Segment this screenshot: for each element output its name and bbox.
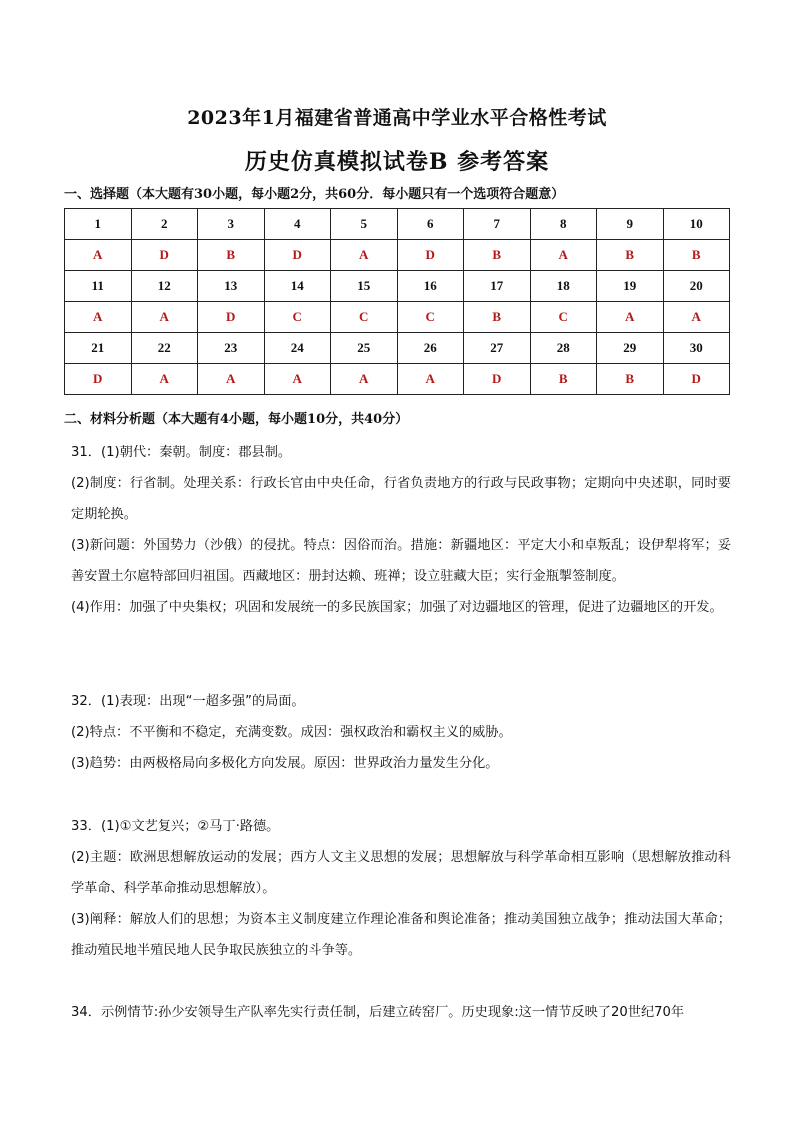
question-number-cell: 7 (464, 209, 531, 240)
question-number-cell: 14 (264, 271, 331, 302)
q32-part-1: 32．(1)表现：出现“一超多强”的局面。 (71, 694, 305, 709)
question-number-cell: 4 (264, 209, 331, 240)
answer-cell: C (530, 302, 597, 333)
question-number-cell: 20 (663, 271, 730, 302)
question-number-cell: 11 (65, 271, 132, 302)
answer-cell: C (397, 302, 464, 333)
question-number-cell: 25 (331, 333, 398, 364)
answer-cell: A (65, 302, 132, 333)
answer-row (65, 302, 730, 333)
question-number-cell: 23 (198, 333, 265, 364)
question-number-cell: 30 (663, 333, 730, 364)
question-32-answer (71, 686, 731, 779)
question-number-row (65, 333, 730, 364)
question-number-cell: 9 (597, 209, 664, 240)
answer-cell: D (65, 364, 132, 395)
answer-cell: D (397, 240, 464, 271)
question-number-cell: 3 (198, 209, 265, 240)
answer-row (65, 364, 730, 395)
answer-table (64, 208, 730, 395)
answer-cell: D (264, 240, 331, 271)
question-number-cell: 22 (131, 333, 198, 364)
answer-cell: A (530, 240, 597, 271)
answer-cell: A (131, 364, 198, 395)
answer-cell: B (464, 302, 531, 333)
question-number-cell: 8 (530, 209, 597, 240)
answer-row (65, 240, 730, 271)
q31-part-4: (4)作用：加强了中央集权；巩固和发展统一的多民族国家；加强了对边疆地区的管理，促进了边疆地区的开发。 (71, 600, 723, 615)
question-number-row (65, 271, 730, 302)
question-number-cell: 10 (663, 209, 730, 240)
answer-cell: B (464, 240, 531, 271)
question-number-cell: 17 (464, 271, 531, 302)
question-34-answer (71, 997, 731, 1028)
answer-cell: A (663, 302, 730, 333)
answer-cell: D (663, 364, 730, 395)
q33-part-2: (2)主题：欧洲思想解放运动的发展；西方人文主义思想的发展；思想解放与科学革命相互影响（思想解放推动科学革命、科学革命推动思想解放）。 (71, 850, 731, 896)
q33-part-1: 33．(1)①文艺复兴；②马丁·路德。 (71, 819, 280, 834)
question-number-cell: 12 (131, 271, 198, 302)
question-number-cell: 21 (65, 333, 132, 364)
question-number-cell: 2 (131, 209, 198, 240)
q31-part-3: (3)新问题：外国势力（沙俄）的侵扰。特点：因俗而治。措施：新疆地区：平定大小和卓叛乱；设伊犁将军；妥善安置土尔扈特部回归祖国。西藏地区：册封达赖、班禅；设立驻藏大臣；实行金瓶掣签制度。 (71, 538, 731, 584)
question-number-cell: 24 (264, 333, 331, 364)
answer-cell: D (131, 240, 198, 271)
answer-cell: A (331, 364, 398, 395)
q34-part-1: 34．示例情节:孙少安领导生产队率先实行责任制，后建立砖窑厂。历史现象:这一情节反映了20世纪70年 (71, 1005, 685, 1020)
question-number-cell: 18 (530, 271, 597, 302)
question-number-cell: 27 (464, 333, 531, 364)
q31-part-1: 31．(1)朝代：秦朝。制度：郡县制。 (71, 445, 292, 460)
answer-key-title: 历史仿真模拟试卷B 参考答案 (244, 149, 550, 175)
question-33-answer (71, 811, 731, 966)
section-2-heading: 二、材料分析题（本大题有4小题，每小题10分，共40分） (64, 412, 409, 427)
question-number-cell: 16 (397, 271, 464, 302)
q33-part-3: (3)阐释：解放人们的思想；为资本主义制度建立作理论准备和舆论准备；推动美国独立战争；推动法国大革命；推动殖民地半殖民地人民争取民族独立的斗争等。 (71, 912, 731, 958)
answer-cell: A (397, 364, 464, 395)
question-number-cell: 6 (397, 209, 464, 240)
answer-cell: C (264, 302, 331, 333)
section-1-heading: 一、选择题（本大题有30小题，每小题2分，共60分．每小题只有一个选项符合题意） (64, 187, 565, 202)
answer-cell: A (264, 364, 331, 395)
answer-cell: D (198, 302, 265, 333)
q32-part-3: (3)趋势：由两极格局向多极化方向发展。原因：世界政治力量发生分化。 (71, 756, 499, 771)
answer-cell: A (331, 240, 398, 271)
q31-part-2: (2)制度：行省制。处理关系：行政长官由中央任命，行省负责地方的行政与民政事物；定期向中央述职，同时要定期轮换。 (71, 476, 731, 522)
question-number-cell: 19 (597, 271, 664, 302)
q32-part-2: (2)特点：不平衡和不稳定，充满变数。成因：强权政治和霸权主义的威胁。 (71, 725, 512, 740)
question-number-cell: 13 (198, 271, 265, 302)
answer-cell: B (198, 240, 265, 271)
exam-title: 2023年1月福建省普通高中学业水平合格性考试 (187, 107, 607, 129)
question-number-cell: 5 (331, 209, 398, 240)
answer-cell: B (597, 240, 664, 271)
answer-cell: B (663, 240, 730, 271)
answer-cell: B (530, 364, 597, 395)
question-number-cell: 15 (331, 271, 398, 302)
question-number-cell: 26 (397, 333, 464, 364)
question-number-cell: 29 (597, 333, 664, 364)
answer-cell: A (198, 364, 265, 395)
question-number-cell: 28 (530, 333, 597, 364)
answer-cell: A (65, 240, 132, 271)
answer-cell: A (131, 302, 198, 333)
answer-cell: D (464, 364, 531, 395)
answer-cell: B (597, 364, 664, 395)
question-number-cell: 1 (65, 209, 132, 240)
answer-cell: A (597, 302, 664, 333)
question-number-row (65, 209, 730, 240)
question-31-answer (71, 437, 731, 623)
answer-cell: C (331, 302, 398, 333)
